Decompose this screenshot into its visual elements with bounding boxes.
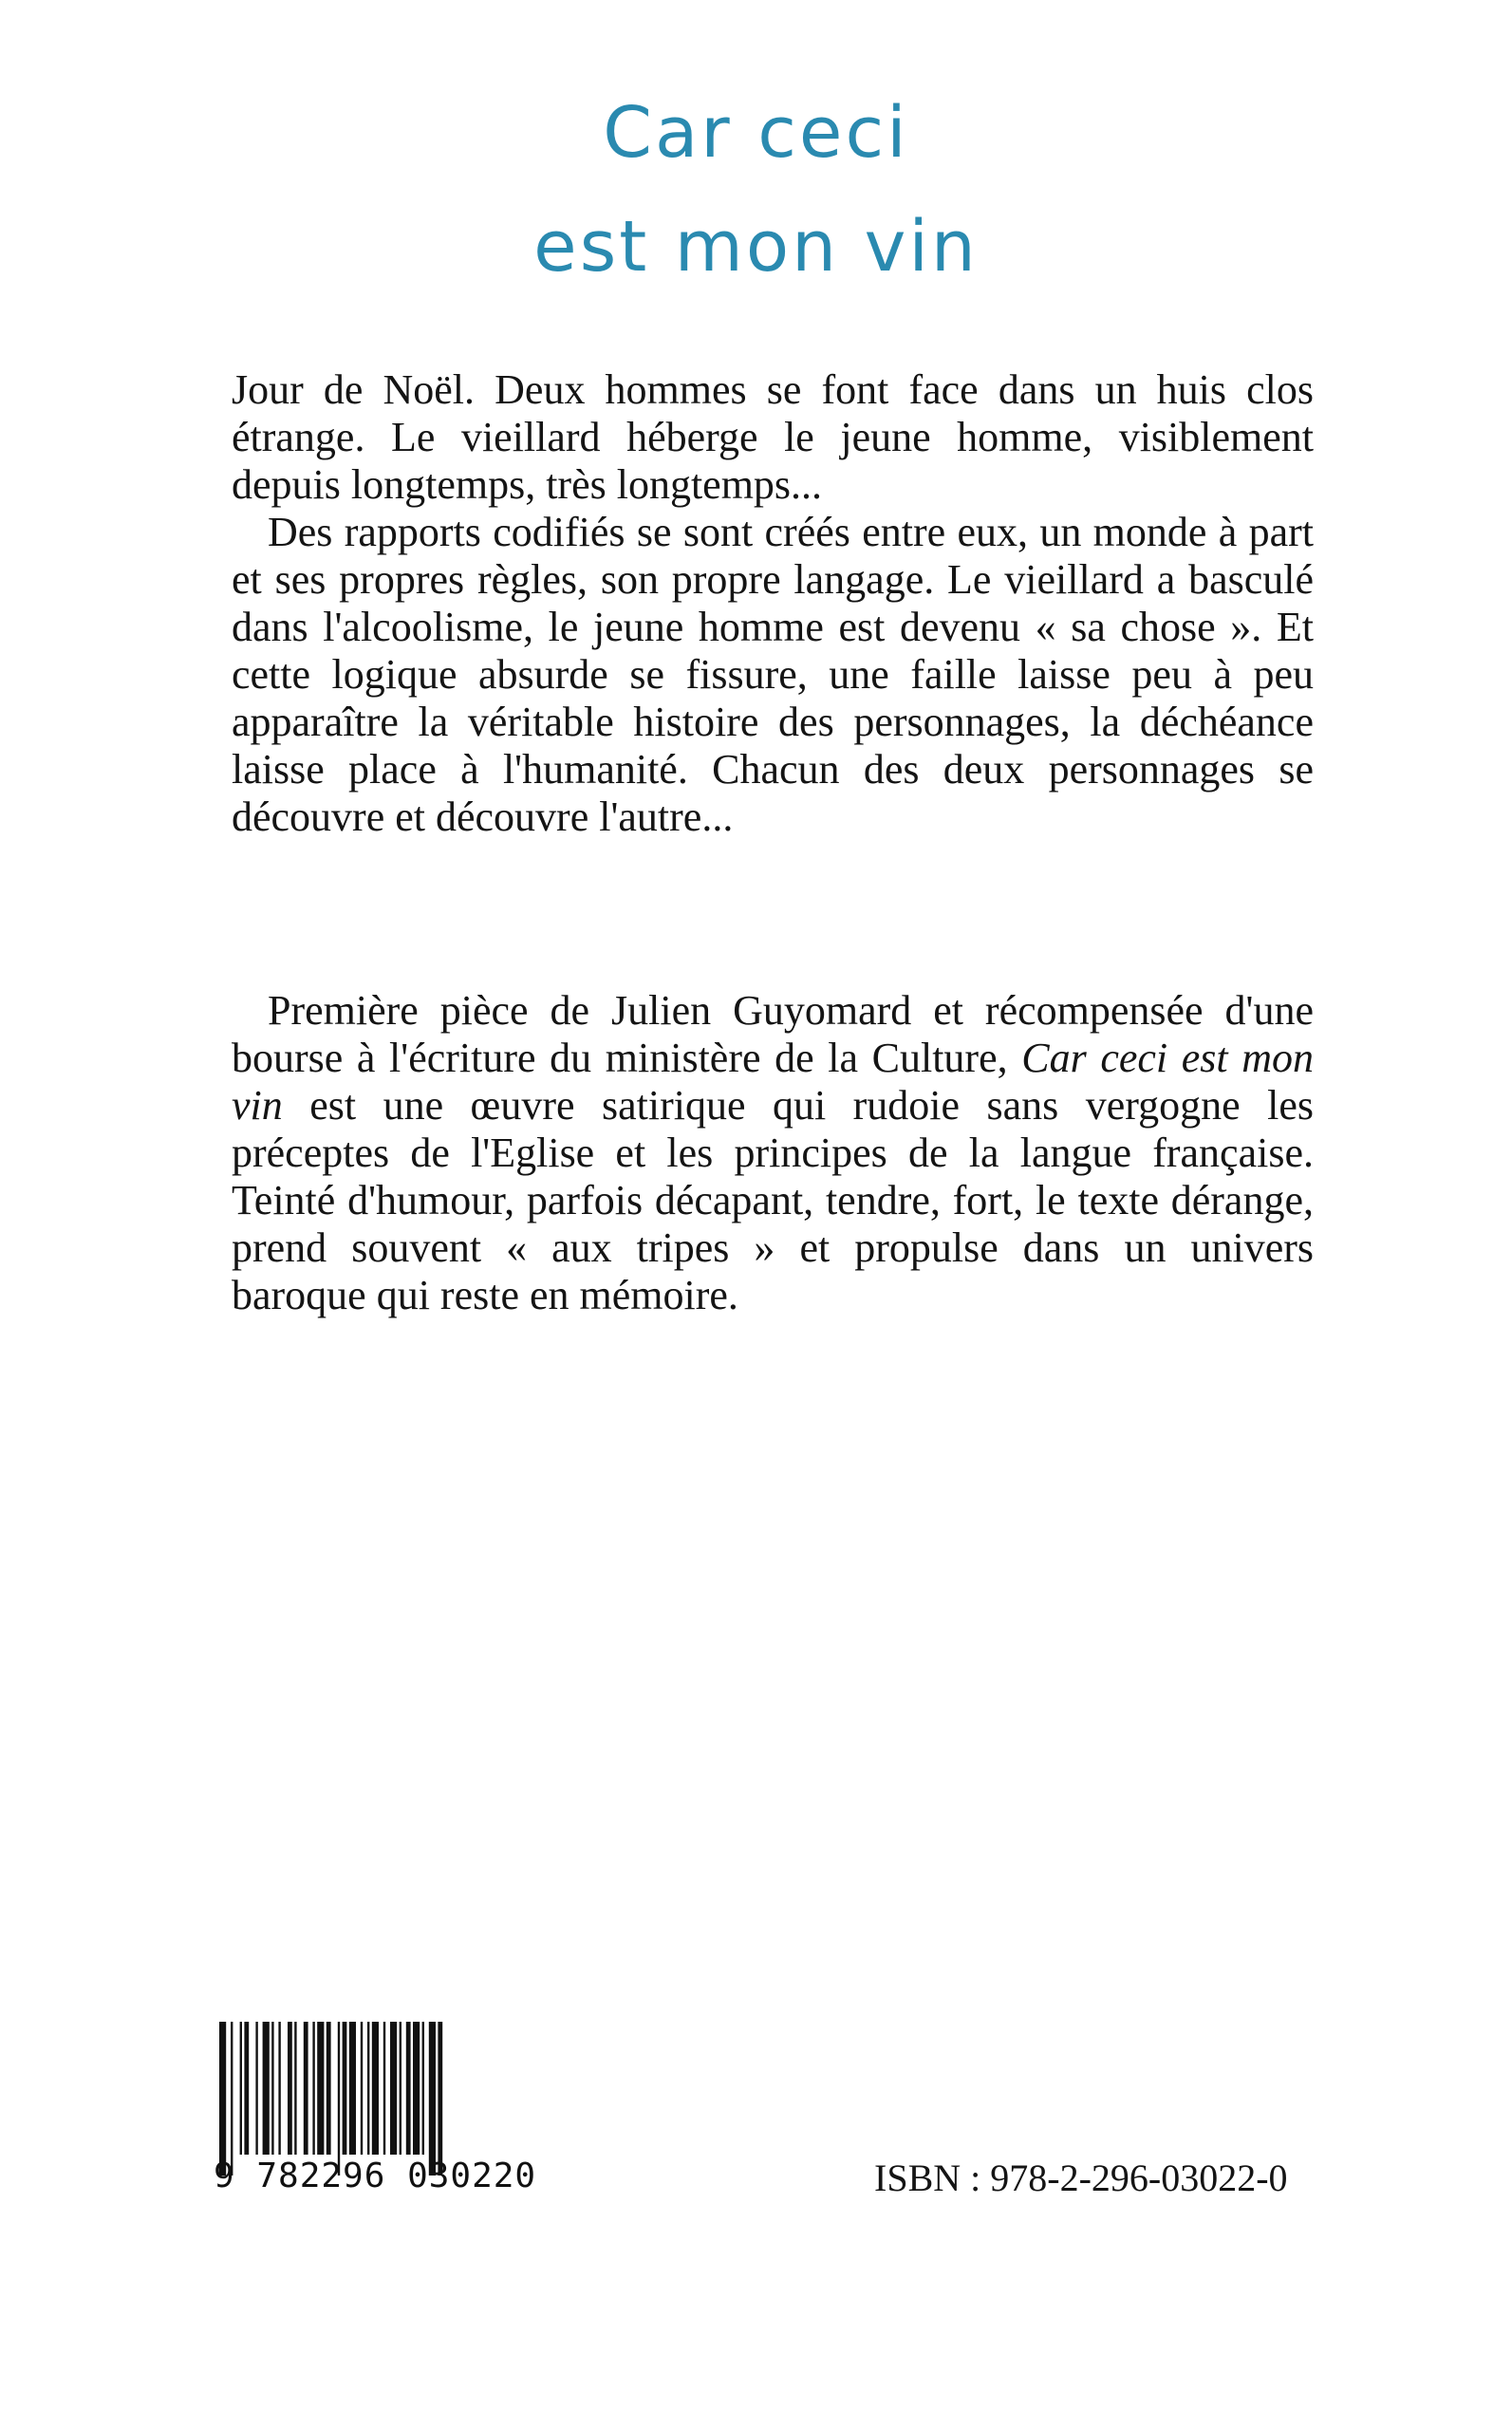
barcode-bar xyxy=(349,2022,356,2155)
barcode-bar xyxy=(413,2022,420,2155)
title-line-1: Car ceci xyxy=(603,92,909,174)
review-paragraph xyxy=(232,987,1314,1319)
barcode-bar xyxy=(422,2022,424,2155)
review-book-title: Car ceci est mon vin xyxy=(232,1035,1315,1129)
barcode-bar xyxy=(438,2022,442,2176)
barcode-bar xyxy=(240,2022,242,2155)
synopsis-paragraph-1 xyxy=(232,366,1314,509)
review-text-after: est une œuvre satirique qui rudoie sans vergogne les préceptes de l'Eglise et les principes de la langue française. Teinté d'humour, parfois décapant, tendre, fort, le texte dérange, prend souvent « aux tripes » et propulse dans un univers baroque qui reste en mémoire. xyxy=(232,1082,1314,1318)
barcode-bar xyxy=(288,2022,292,2155)
barcode-bar xyxy=(271,2022,273,2155)
barcode-bar xyxy=(372,2022,379,2155)
barcode-bar xyxy=(231,2022,233,2176)
barcode-bar xyxy=(255,2022,257,2155)
review-text-before: Première pièce de Julien Guyomard et récompensée d'une bourse à l'écriture du ministère de la Culture, xyxy=(232,987,1314,1081)
barcode-bar xyxy=(219,2022,226,2176)
synopsis-paragraph-1-text: Jour de Noël. Deux hommes se font face dans un huis clos étrange. Le vieillard héberge le jeune homme, visiblement depuis longtemps, très longtemps... xyxy=(232,366,1314,508)
barcode-bar xyxy=(327,2022,331,2155)
barcode-bar xyxy=(390,2022,397,2155)
barcode-bar xyxy=(361,2022,363,2155)
barcode-bar xyxy=(338,2022,340,2176)
synopsis-paragraph-2 xyxy=(232,509,1314,841)
barcode-bar xyxy=(304,2022,308,2155)
isbn-number: ISBN : 978-2-296-03022-0 xyxy=(874,2157,1288,2199)
barcode-bar xyxy=(367,2022,369,2155)
barcode-bar xyxy=(406,2022,411,2155)
barcode-bar xyxy=(244,2022,249,2155)
barcode-bar xyxy=(263,2022,270,2155)
barcode-bar xyxy=(317,2022,324,2155)
barcode-bar xyxy=(294,2022,296,2155)
barcode-bar xyxy=(400,2022,401,2155)
title-line-2: est mon vin xyxy=(533,206,979,288)
barcode-bar xyxy=(343,2022,347,2155)
barcode-digits: 9 782296 030220 xyxy=(214,2157,537,2195)
barcode-bar xyxy=(312,2022,314,2155)
barcode-bar xyxy=(278,2022,280,2155)
barcode-bar xyxy=(383,2022,385,2155)
barcode-bar xyxy=(429,2022,436,2176)
synopsis-paragraph-2-text: Des rapports codifiés se sont créés entre eux, un monde à part et ses propres règles, son propre langage. Le vieillard a basculé dans l'alcoolisme, le jeune homme est devenu « sa chose ». Et cette logique absurde se fissure, une faille laisse peu à peu apparaître la véritable histoire des personnages, la déchéance laisse place à l'humanité. Chacun des deux personnages se découvre et découvre l'autre... xyxy=(232,509,1314,840)
